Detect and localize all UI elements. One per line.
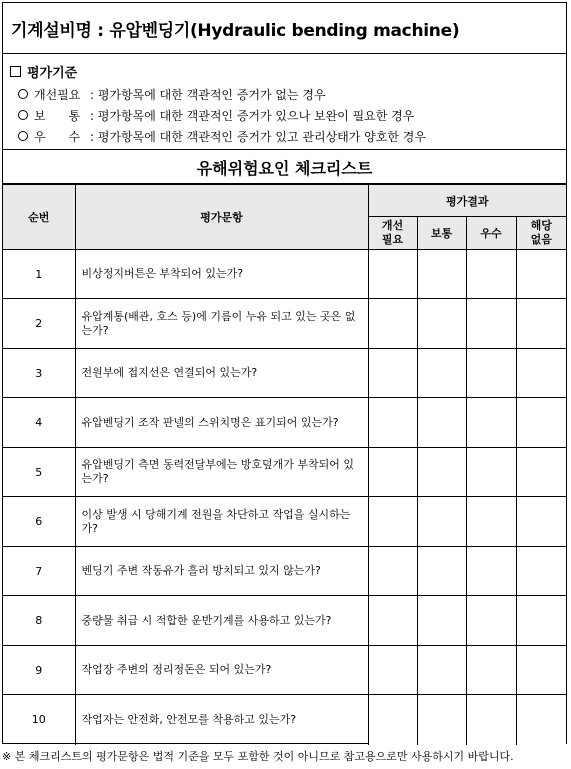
checklist-table [3, 184, 566, 745]
row-number: 7 [3, 547, 75, 596]
table-row [3, 497, 566, 547]
result-cell-average[interactable] [417, 695, 466, 745]
criteria-item-label: 개선필요 [34, 88, 81, 102]
result-cell-not-applicable[interactable] [516, 448, 566, 497]
row-number: 1 [3, 250, 75, 299]
criteria-item [18, 86, 326, 103]
row-question: 작업장 주변의 정리정돈은 되어 있는가? [75, 646, 368, 695]
table-row [3, 547, 566, 596]
criteria-heading-label: 평가기준 [27, 66, 78, 81]
result-cell-needs-improvement[interactable] [368, 547, 417, 596]
table-row [3, 596, 566, 646]
circle-bullet-icon [18, 110, 28, 120]
circle-bullet-icon [18, 131, 28, 141]
table-row [3, 448, 566, 497]
result-cell-average[interactable] [417, 497, 466, 547]
result-cell-needs-improvement[interactable] [368, 250, 417, 299]
row-question: 작업자는 안전화, 안전모를 착용하고 있는가? [75, 695, 368, 745]
table-row [3, 398, 566, 448]
result-cell-not-applicable[interactable] [516, 695, 566, 745]
result-cell-not-applicable[interactable] [516, 250, 566, 299]
row-question: 유압계통(배관, 호스 등)에 기름이 누유 되고 있는 곳은 없는가? [75, 299, 368, 349]
row-number: 10 [3, 695, 75, 745]
result-cell-not-applicable[interactable] [516, 547, 566, 596]
column-header-excellent: 우수 [466, 217, 516, 250]
result-cell-excellent[interactable] [466, 695, 516, 745]
result-cell-average[interactable] [417, 349, 466, 398]
result-cell-excellent[interactable] [466, 398, 516, 448]
result-cell-needs-improvement[interactable] [368, 299, 417, 349]
footnote: ※ 본 체크리스트의 평가문항은 법적 기준을 모두 포함한 것이 아니므로 참고용으로만 사용하시기 바랍니다. [2, 750, 514, 763]
criteria-item-label: 보 통 [34, 109, 81, 123]
row-number: 4 [3, 398, 75, 448]
result-cell-average[interactable] [417, 250, 466, 299]
result-cell-not-applicable[interactable] [516, 299, 566, 349]
result-cell-not-applicable[interactable] [516, 596, 566, 646]
title-row [3, 3, 566, 54]
result-cell-needs-improvement[interactable] [368, 596, 417, 646]
row-number: 5 [3, 448, 75, 497]
result-cell-not-applicable[interactable] [516, 398, 566, 448]
result-cell-average[interactable] [417, 646, 466, 695]
row-number: 9 [3, 646, 75, 695]
checklist-title: 유해위험요인 체크리스트 [196, 159, 373, 178]
result-cell-excellent[interactable] [466, 299, 516, 349]
circle-bullet-icon [18, 89, 28, 99]
result-cell-needs-improvement[interactable] [368, 646, 417, 695]
row-question: 유압벤딩기 조작 판넬의 스위치명은 표기되어 있는가? [75, 398, 368, 448]
table-row [3, 646, 566, 695]
row-number: 6 [3, 497, 75, 547]
result-cell-average[interactable] [417, 547, 466, 596]
criteria-item-label: 우 수 [34, 130, 81, 144]
square-bullet-icon [10, 66, 21, 77]
row-question: 벤딩기 주변 작동유가 흘러 방치되고 있지 않는가? [75, 547, 368, 596]
criteria-item [18, 107, 414, 124]
result-cell-average[interactable] [417, 299, 466, 349]
criteria-section [3, 54, 566, 150]
result-cell-needs-improvement[interactable] [368, 695, 417, 745]
result-cell-average[interactable] [417, 448, 466, 497]
result-cell-excellent[interactable] [466, 497, 516, 547]
result-cell-excellent[interactable] [466, 547, 516, 596]
result-cell-needs-improvement[interactable] [368, 448, 417, 497]
result-cell-not-applicable[interactable] [516, 646, 566, 695]
result-cell-needs-improvement[interactable] [368, 497, 417, 547]
result-cell-needs-improvement[interactable] [368, 349, 417, 398]
criteria-item-text: : 평가항목에 대한 객관적인 증거가 있고 관리상태가 양호한 경우 [90, 130, 426, 144]
page-title: 기계설비명 : 유압벤딩기(Hydraulic bending machine) [11, 21, 460, 41]
row-question: 전원부에 접지선은 연결되어 있는가? [75, 349, 368, 398]
criteria-heading [10, 62, 77, 81]
result-cell-excellent[interactable] [466, 596, 516, 646]
criteria-item [18, 128, 426, 145]
criteria-item-text: : 평가항목에 대한 객관적인 증거가 없는 경우 [90, 88, 326, 102]
result-cell-excellent[interactable] [466, 349, 516, 398]
column-header-needs-improvement: 개선 필요 [368, 217, 417, 250]
table-row [3, 695, 566, 745]
row-question: 이상 발생 시 당해기계 전원을 차단하고 작업을 실시하는가? [75, 497, 368, 547]
document-frame [2, 2, 567, 744]
row-number: 3 [3, 349, 75, 398]
row-number: 8 [3, 596, 75, 646]
table-row [3, 349, 566, 398]
result-cell-excellent[interactable] [466, 448, 516, 497]
table-row [3, 250, 566, 299]
row-question: 중량물 취급 시 적합한 운반기계를 사용하고 있는가? [75, 596, 368, 646]
result-cell-excellent[interactable] [466, 646, 516, 695]
result-cell-not-applicable[interactable] [516, 349, 566, 398]
column-header-question: 평가문항 [75, 185, 368, 250]
result-cell-average[interactable] [417, 596, 466, 646]
criteria-item-text: : 평가항목에 대한 객관적인 증거가 있으나 보완이 필요한 경우 [90, 109, 415, 123]
result-cell-excellent[interactable] [466, 250, 516, 299]
table-row [3, 299, 566, 349]
row-number: 2 [3, 299, 75, 349]
column-header-no: 순번 [3, 185, 75, 250]
checklist-title-row [3, 150, 566, 184]
row-question: 비상정지버튼은 부착되어 있는가? [75, 250, 368, 299]
row-question: 유압벤딩기 측면 동력전달부에는 방호덮개가 부착되어 있는가? [75, 448, 368, 497]
result-cell-average[interactable] [417, 398, 466, 448]
column-header-average: 보통 [417, 217, 466, 250]
result-cell-needs-improvement[interactable] [368, 398, 417, 448]
column-header-result: 평가결과 [368, 185, 566, 217]
result-cell-not-applicable[interactable] [516, 497, 566, 547]
column-header-not-applicable: 해당 없음 [516, 217, 566, 250]
